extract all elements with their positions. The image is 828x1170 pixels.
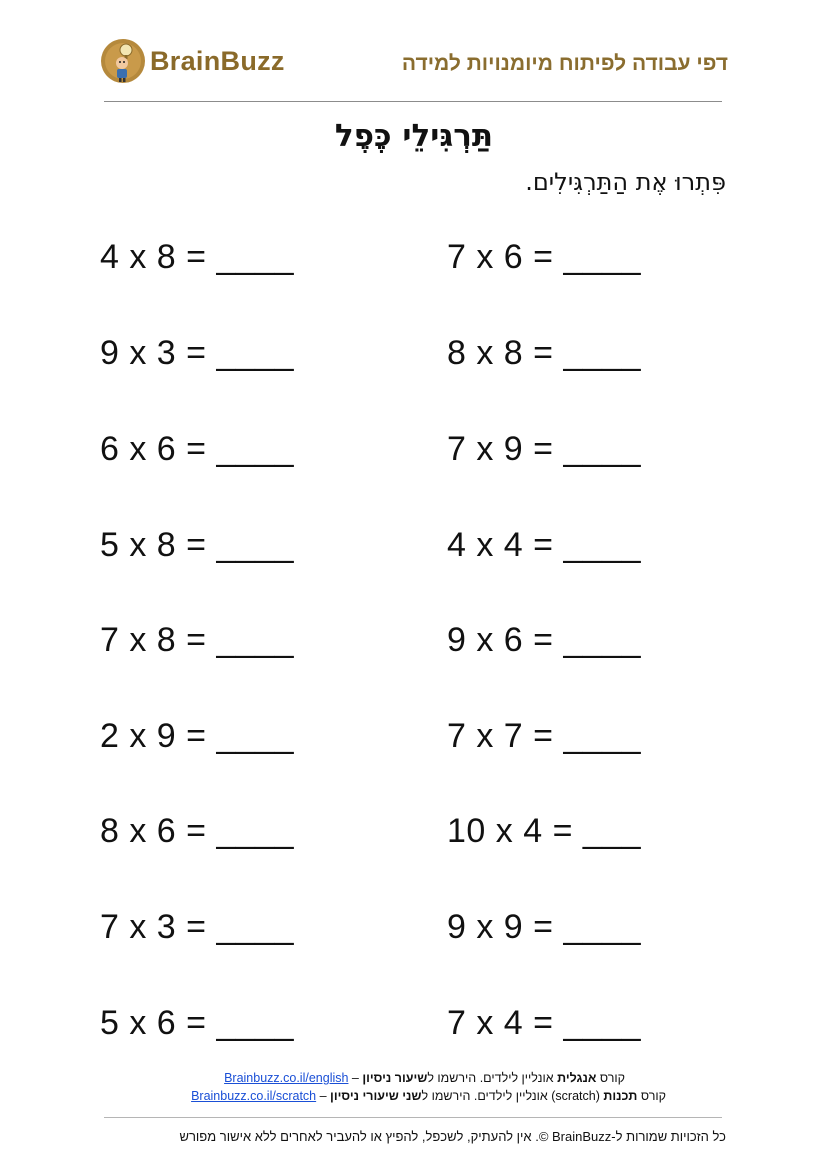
footer-english-course: קורס אנגלית אונליין לילדים. הירשמו לשיעור ניסיון – Brainbuzz.co.il/english	[224, 1071, 625, 1085]
scratch-course-link[interactable]: Brainbuzz.co.il/scratch	[191, 1089, 317, 1103]
exercise-right-4: 4 x 4 = ____	[447, 526, 642, 564]
logo-wordmark: BrainBuzz	[150, 45, 285, 76]
exercise-left-7: 8 x 6 = ____	[100, 812, 295, 850]
exercise-left-3: 6 x 6 = ____	[100, 430, 295, 468]
header-divider	[104, 101, 722, 102]
exercise-right-8: 9 x 9 = ____	[447, 908, 642, 946]
exercise-left-9: 5 x 6 = ____	[100, 1004, 295, 1042]
exercise-right-3: 7 x 9 = ____	[447, 430, 642, 468]
exercise-left-2: 9 x 3 = ____	[100, 334, 295, 372]
worksheet-title: תַּרְגִּילֵי כֶּפֶל	[334, 118, 494, 154]
exercise-left-4: 5 x 8 = ____	[100, 526, 295, 564]
exercise-right-6: 7 x 7 = ____	[447, 717, 642, 755]
footer-scratch-course: קורס תכנות (scratch) אונליין לילדים. הירשמו לשני שיעורי ניסיון – Brainbuzz.co.il/scratch	[191, 1089, 666, 1103]
worksheet-instructions: פִּתְרוּ אֶת הַתַּרְגִּילִים.	[525, 168, 726, 196]
exercise-left-5: 7 x 8 = ____	[100, 621, 295, 659]
copyright-notice: כל הזכויות שמורות ל-BrainBuzz ©. אין להעתיק, לשכפל, להפיץ או להעביר לאחרים ללא אישור מפורש	[179, 1129, 726, 1144]
exercise-left-6: 2 x 9 = ____	[100, 717, 295, 755]
mascot-icon	[100, 38, 146, 84]
exercise-right-7: 10 x 4 = ___	[447, 812, 642, 850]
exercise-right-2: 8 x 8 = ____	[447, 334, 642, 372]
exercise-left-1: 4 x 8 = ____	[100, 238, 295, 276]
exercise-left-8: 7 x 3 = ____	[100, 908, 295, 946]
header-tagline: דפי עבודה לפיתוח מיומנויות למידה	[401, 52, 728, 75]
exercise-right-1: 7 x 6 = ____	[447, 238, 642, 276]
footer-divider	[104, 1117, 722, 1118]
exercise-right-5: 9 x 6 = ____	[447, 621, 642, 659]
exercise-right-9: 7 x 4 = ____	[447, 1004, 642, 1042]
english-course-link[interactable]: Brainbuzz.co.il/english	[224, 1071, 349, 1085]
brainbuzz-logo	[100, 38, 285, 84]
